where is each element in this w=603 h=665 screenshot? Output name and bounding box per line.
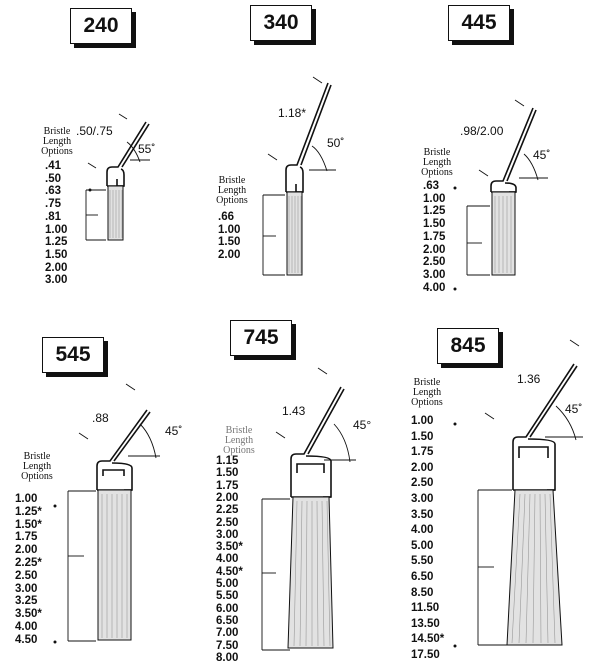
options-label-line: Bristle xyxy=(413,377,441,388)
option-item: 1.00 xyxy=(218,223,241,236)
option-item: .75 xyxy=(45,198,61,211)
options-label-line: Bristle xyxy=(43,126,71,137)
option-item: 3.50* xyxy=(216,541,243,554)
model-badge-845: 845 xyxy=(437,328,499,364)
option-item: 8.00 xyxy=(216,651,239,664)
model-badge-340: 340 xyxy=(250,5,312,41)
option-item: 7.50 xyxy=(216,639,239,652)
option-item: 6.50 xyxy=(411,571,434,583)
option-item: 4.00 xyxy=(423,281,446,294)
model-badge-445: 445 xyxy=(448,5,510,41)
options-label-line: Bristle xyxy=(218,175,246,186)
option-item: 2.00 xyxy=(411,461,434,474)
option-item: 6.00 xyxy=(216,602,239,615)
option-item: 4.00 xyxy=(15,621,38,633)
option-item: 2.00 xyxy=(15,544,38,557)
option-item: 8.50 xyxy=(411,586,434,599)
option-item: 2.00 xyxy=(423,243,446,256)
width-dimension-240: .50/.75 xyxy=(76,124,113,138)
option-item: .50 xyxy=(45,172,61,185)
option-item: 13.50 xyxy=(411,617,440,630)
option-item: 2.50 xyxy=(411,477,434,490)
option-item: 6.50 xyxy=(216,614,239,627)
options-label-line: Bristle xyxy=(423,147,451,158)
option-item: 5.50 xyxy=(411,555,434,568)
model-badge-240: 240 xyxy=(70,8,132,44)
option-item: 2.00 xyxy=(218,249,241,262)
option-item: 3.50* xyxy=(15,608,42,621)
option-item: 3.25 xyxy=(15,595,38,608)
option-item: 2.50 xyxy=(423,256,446,269)
options-label-line: Length xyxy=(412,387,442,398)
model-badge-745: 745 xyxy=(230,320,292,356)
width-dimension-745: 1.43 xyxy=(282,404,306,418)
angle-dimension-545: 45˚ xyxy=(165,424,183,438)
option-item: 1.50 xyxy=(423,218,446,231)
options-label-line: Options xyxy=(21,471,53,482)
option-item: 1.75 xyxy=(216,479,239,492)
option-item: 1.50 xyxy=(45,248,68,261)
option-item: 1.75 xyxy=(15,531,38,544)
option-item: .63 xyxy=(423,180,439,192)
width-dimension-845: 1.36 xyxy=(517,372,541,386)
width-dimension-445: .98/2.00 xyxy=(460,124,504,138)
option-item: 5.00 xyxy=(216,578,239,590)
option-item: 3.00 xyxy=(423,268,446,281)
option-item: 1.00 xyxy=(45,223,68,236)
option-item: .63 xyxy=(45,185,61,198)
angle-dimension-340: 50˚ xyxy=(327,136,345,150)
option-item: 1.00 xyxy=(411,415,434,427)
option-item: .81 xyxy=(45,210,61,223)
angle-dimension-445: 45˚ xyxy=(533,148,551,162)
option-item: 1.50 xyxy=(218,236,241,249)
options-label-line: Length xyxy=(224,435,254,446)
options-label-line: Length xyxy=(217,185,247,196)
angle-dimension-745: 45° xyxy=(353,418,372,432)
option-item: 3.00 xyxy=(15,582,38,595)
option-item: 2.00 xyxy=(216,491,239,504)
options-label-line: Length xyxy=(42,136,72,147)
options-label-line: Options xyxy=(223,445,255,456)
option-item: 4.00 xyxy=(216,553,239,566)
options-label-line: Options xyxy=(411,397,443,408)
option-item: .41 xyxy=(45,160,61,172)
option-item: 3.50 xyxy=(411,508,434,521)
options-label-line: Bristle xyxy=(225,425,253,436)
options-label-line: Options xyxy=(41,146,73,157)
option-item: 17.50 xyxy=(411,649,440,661)
options-label-line: Length xyxy=(22,461,52,472)
angle-dimension-240: 55˚ xyxy=(138,142,156,156)
option-item: 1.25 xyxy=(423,205,446,218)
width-dimension-340: 1.18* xyxy=(278,106,307,120)
option-item: 14.50* xyxy=(411,633,445,646)
model-badge-545: 545 xyxy=(42,337,104,373)
option-item: 1.75 xyxy=(423,230,446,243)
option-item: 7.00 xyxy=(216,627,239,640)
option-item: 2.50 xyxy=(216,516,239,529)
option-item: 1.15 xyxy=(216,455,239,467)
option-item: 4.50* xyxy=(216,565,243,578)
option-item: 4.00 xyxy=(411,524,434,537)
option-item: 1.25* xyxy=(15,505,42,518)
option-item: 2.00 xyxy=(45,261,68,274)
options-label-line: Length xyxy=(422,157,452,168)
option-item: 4.50 xyxy=(15,633,38,646)
option-item: 1.25 xyxy=(45,236,68,249)
option-item: 11.50 xyxy=(411,602,440,615)
option-item: 5.00 xyxy=(411,539,434,552)
option-item: 2.25* xyxy=(15,557,42,569)
option-item: .66 xyxy=(218,211,234,223)
option-item: 1.00 xyxy=(423,192,446,205)
option-item: 1.75 xyxy=(411,446,434,459)
option-item: 3.00 xyxy=(411,493,434,505)
width-dimension-545: .88 xyxy=(92,411,109,425)
option-item: 3.00 xyxy=(216,528,239,541)
option-item: 5.50 xyxy=(216,590,239,603)
options-label-line: Bristle xyxy=(23,451,51,462)
options-label-line: Options xyxy=(216,195,248,206)
option-item: 2.25 xyxy=(216,504,239,517)
option-item: 1.50 xyxy=(216,467,239,480)
angle-dimension-845: 45˚ xyxy=(565,402,583,416)
option-item: 3.00 xyxy=(45,274,68,287)
option-item: 1.50 xyxy=(411,430,434,443)
option-item: 1.50* xyxy=(15,518,42,531)
options-label-line: Options xyxy=(421,167,453,178)
option-item: 2.50 xyxy=(15,569,38,582)
option-item: 1.00 xyxy=(15,493,38,505)
